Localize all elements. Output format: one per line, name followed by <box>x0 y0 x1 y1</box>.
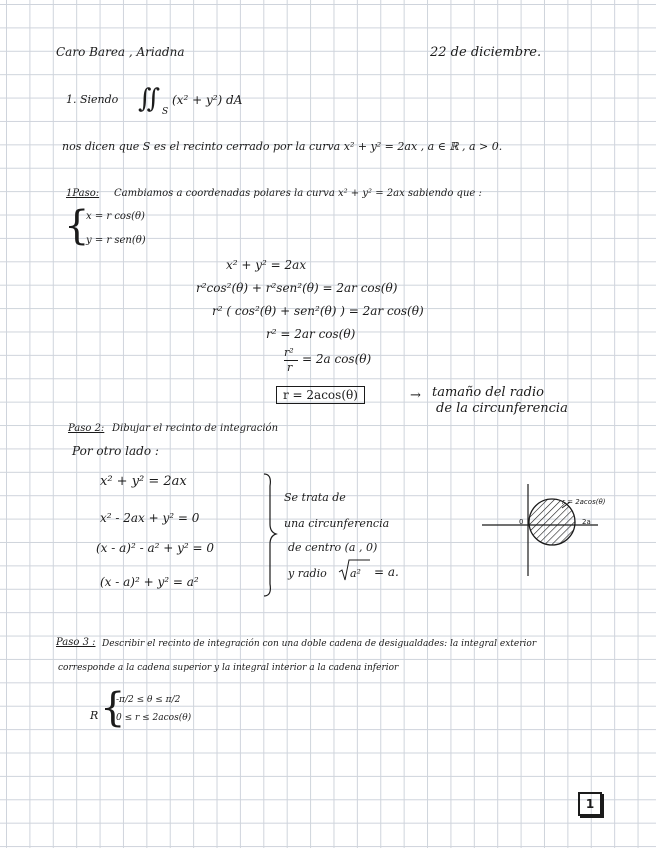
arrow-icon: → <box>410 388 421 403</box>
paso1-eq5-den: r <box>287 361 293 374</box>
circle-desc4: y radio <box>288 567 327 580</box>
paso3-text1: Describir el recinto de integración con una doble cadena de desigualdades: la integral exterior <box>102 639 537 649</box>
paso1-eq3: r² ( cos²(θ) + sen²(θ) ) = 2ar cos(θ) <box>212 304 424 318</box>
paso1-eq2: r²cos²(θ) + r²sen²(θ) = 2ar cos(θ) <box>196 281 398 295</box>
paso3-text2: corresponde a la cadena superior y la integral interior a la cadena inferior <box>58 663 399 673</box>
paso1-eq5-rhs: = 2a cos(θ) <box>302 352 372 366</box>
paso2-title-rest: Dibujar el recinto de integración <box>112 423 279 434</box>
integral-subscript: S <box>162 107 169 117</box>
problem-statement: nos dicen que S es el recinto cerrado por la curva x² + y² = 2ax , a ∈ ℝ , a > 0. <box>62 140 503 153</box>
polar-result-box: r = 2acos(θ) <box>276 386 365 404</box>
date: 22 de diciembre. <box>430 45 542 60</box>
radius-expr: a² <box>350 567 361 580</box>
double-integral-sign: ∬ <box>138 84 161 114</box>
circle-desc3: de centro (a , 0) <box>288 541 378 554</box>
paso1-eq5-num: r² <box>284 346 294 359</box>
paso3-title: Paso 3 : <box>56 637 96 648</box>
region-label: R <box>90 709 99 722</box>
sqrt-sign <box>339 560 370 580</box>
region-brace: { <box>100 685 126 731</box>
paso2-eq2: x² - 2ax + y² = 0 <box>100 511 200 525</box>
circle-desc2: una circunferencia <box>284 517 390 530</box>
paso2-eq4: (x - a)² + y² = a² <box>100 575 199 589</box>
circle-desc1: Se trata de <box>284 491 346 504</box>
graph-origin: 0 <box>519 518 524 526</box>
problem-lead: 1. Siendo <box>66 93 119 106</box>
note-line1: tamaño del radio <box>432 385 544 400</box>
paso1-title: 1Paso: <box>66 188 100 199</box>
right-brace <box>264 474 276 596</box>
page-number: 1 <box>578 792 602 816</box>
polar-y: y = r sen(θ) <box>86 235 146 246</box>
r-range: 0 ≤ r ≤ 2acos(θ) <box>116 713 192 723</box>
radius-eq: = a. <box>374 565 399 579</box>
paso1-eq4: r² = 2ar cos(θ) <box>266 327 356 341</box>
integrand: (x² + y²) dA <box>172 93 243 107</box>
note-line2: de la circunferencia <box>436 401 568 416</box>
paso2-eq3: (x - a)² - a² + y² = 0 <box>96 541 215 555</box>
graph-2a: 2a <box>582 518 591 526</box>
paso2-intro: Por otro lado : <box>72 444 159 458</box>
paso2-title: Paso 2: <box>68 423 105 434</box>
paso1-text: Cambiamos a coordenadas polares la curva x² + y² = 2ax sabiendo que : <box>114 188 482 199</box>
graph-label: r = 2acos(θ) <box>562 498 606 506</box>
author-name: Caro Barea , Ariadna <box>56 45 185 59</box>
paso2-eq1: x² + y² = 2ax <box>100 474 187 489</box>
system-brace: { <box>64 203 90 249</box>
polar-x: x = r cos(θ) <box>86 211 145 222</box>
theta-range: -π/2 ≤ θ ≤ π/2 <box>116 695 181 705</box>
paso1-eq1: x² + y² = 2ax <box>226 258 307 272</box>
